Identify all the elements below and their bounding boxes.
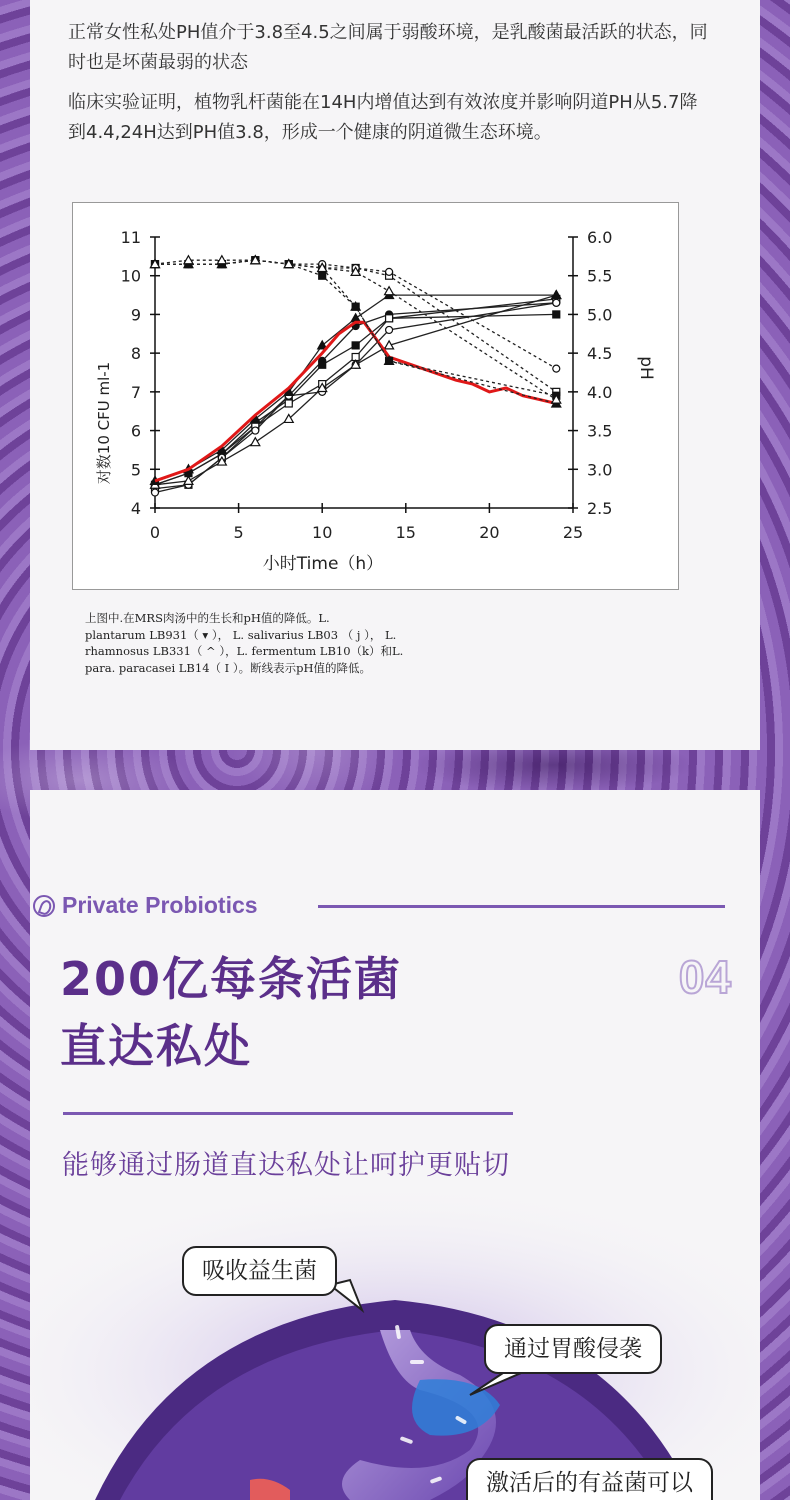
data-point	[252, 427, 259, 434]
growth-ph-chart	[73, 203, 678, 589]
caption-line-2: plantarum LB931（ ▾ ）， L. salivarius LB03 （ j ）， L.	[85, 627, 397, 642]
brand-row	[33, 892, 258, 919]
intro-paragraph-2: 临床实验证明，植物乳杆菌能在14H内增值达到有效浓度并影响阴道PH从5.7降到4.4,24H达到PH值3.8，形成一个健康的阴道微生态环境。	[68, 92, 698, 143]
x-tick-label: 10	[312, 523, 333, 542]
x-tick-label: 5	[233, 523, 244, 542]
callout-stomach-acid: 通过胃酸侵袭	[484, 1324, 662, 1374]
x-tick-label: 0	[149, 523, 161, 542]
caption-line-4: para. paracasei LB14（ I ）。断线表示pH值的降低。	[85, 660, 372, 675]
y2-tick-label: 5.0	[587, 305, 613, 325]
leaf-icon	[33, 895, 55, 917]
x-axis-label: 小时Time（h）	[262, 554, 384, 574]
y-tick-label: 10	[120, 266, 141, 286]
y2-tick-label: 4.5	[587, 344, 613, 364]
data-point	[553, 299, 560, 306]
y2-tick-label: 5.5	[587, 266, 613, 286]
data-point	[385, 287, 394, 295]
x-tick-label: 20	[479, 523, 500, 542]
chart-caption	[85, 610, 505, 676]
intro-card	[30, 0, 760, 750]
brand-label: Private Probiotics	[62, 892, 258, 918]
y2-tick-label: 4.0	[587, 382, 613, 402]
section-number: 04	[678, 951, 732, 1003]
series-1	[152, 311, 560, 488]
intro-paragraph-1: 正常女性私处PH值介于3.8至4.5之间属于弱酸环境，是乳酸菌最活跃的状态，同时也是坏菌最弱的状态	[68, 22, 708, 73]
y2-axis-label: pH	[636, 356, 656, 380]
callout-absorb: 吸收益生菌	[182, 1246, 337, 1296]
caption-line-3: rhamnosus LB331（ ^ ），L. fermentum LB10（k）和L.	[85, 644, 404, 658]
y2-tick-label: 2.5	[587, 499, 613, 518]
series-line	[155, 303, 556, 493]
caption-line-1: 上图中.在MRS肉汤中的生长和pH值的降低。L.	[85, 611, 330, 625]
series-line	[155, 260, 556, 403]
chart-axes	[121, 228, 613, 542]
y-axis-label: 对数10 CFU ml-1	[95, 361, 113, 485]
data-point	[217, 256, 226, 264]
data-point	[553, 365, 560, 372]
x-tick-label: 15	[395, 523, 416, 542]
digestive-illustration	[0, 1180, 790, 1500]
series-0	[152, 299, 560, 488]
data-point	[285, 400, 292, 407]
y-tick-label: 5	[130, 460, 141, 480]
y-tick-label: 8	[130, 344, 141, 364]
data-point	[386, 315, 393, 322]
y-tick-label: 11	[120, 228, 141, 247]
x-tick-label: 25	[562, 523, 584, 542]
brand-divider	[318, 905, 725, 908]
data-point	[386, 268, 393, 275]
data-point	[351, 314, 360, 322]
headline-line-1: 200亿每条活菌	[60, 952, 403, 1006]
data-point	[352, 342, 359, 349]
callout-activated: 激活后的有益菌可以	[466, 1458, 713, 1500]
y-tick-label: 4	[130, 499, 141, 518]
headline-line-2: 直达私处	[60, 1019, 252, 1073]
y2-tick-label: 3.0	[587, 460, 613, 480]
y2-tick-label: 6.0	[587, 228, 613, 247]
section-subtitle: 能够通过肠道直达私处让呵护更贴切	[62, 1150, 510, 1181]
chart-series	[151, 256, 561, 496]
data-point	[386, 326, 393, 333]
chart-frame	[72, 202, 679, 590]
data-point	[184, 476, 193, 484]
data-point	[553, 311, 560, 318]
data-point	[152, 489, 159, 496]
y-tick-label: 7	[130, 382, 141, 402]
subtitle-divider	[63, 1112, 513, 1115]
data-point	[319, 361, 326, 368]
series-5	[151, 291, 561, 485]
y-tick-label: 9	[130, 305, 141, 325]
y-tick-label: 6	[130, 421, 141, 441]
data-point	[319, 272, 326, 279]
series-line	[155, 314, 556, 484]
section-headline	[60, 946, 402, 1080]
y2-tick-label: 3.5	[587, 421, 613, 441]
data-point	[251, 438, 260, 446]
